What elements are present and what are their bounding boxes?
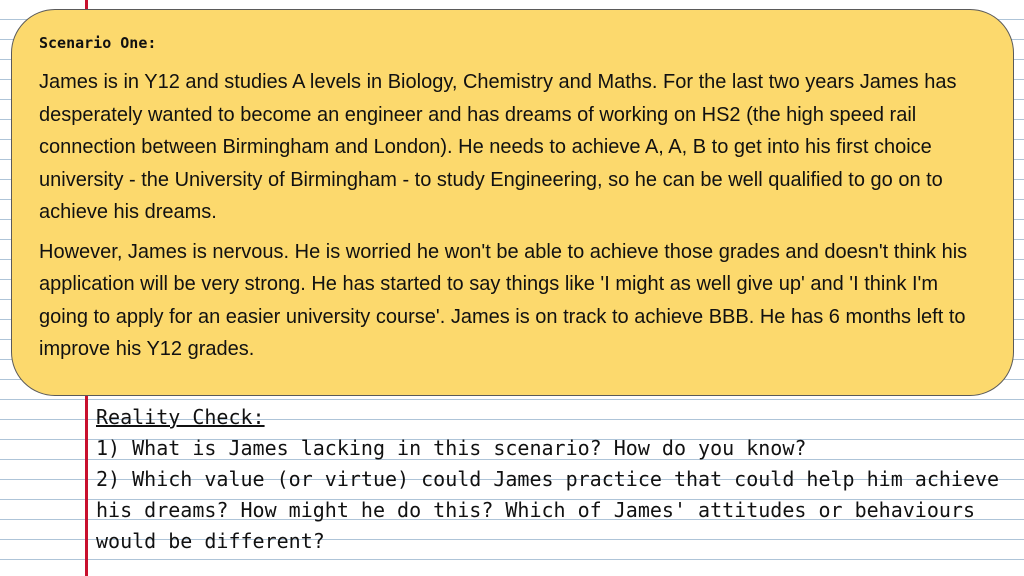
reality-question-2: 2) Which value (or virtue) could James practice that could help him achieve his dreams? How might he do this? Which of James' attitudes or behaviours would be different?	[96, 467, 1000, 553]
scenario-paragraph-1: James is in Y12 and studies A levels in Biology, Chemistry and Maths. For the last two years James has desperately wanted to become an engineer and has dreams of working on HS2 (the high speed rail connection between Birmingham and London). He needs to achieve A, A, B to get into his first choice university - the University of Birmingham - to study Engineering, so he can be well qualified to go on to achieve his dreams.	[39, 71, 957, 223]
scenario-card	[11, 9, 1014, 396]
scenario-title: Scenario One:	[39, 34, 157, 52]
reality-question-1: 1) What is James lacking in this scenario? How do you know?	[96, 436, 807, 460]
reality-check-section	[96, 402, 1011, 557]
reality-check-title: Reality Check:	[96, 405, 265, 429]
scenario-paragraph-2: However, James is nervous. He is worried he won't be able to achieve those grades and doesn't think his application will be very strong. He has started to say things like 'I might as well give up' and 'I think I'm going to apply for an easier university course'. James is on track to achieve BBB. He has 6 months left to improve his Y12 grades.	[39, 240, 968, 360]
